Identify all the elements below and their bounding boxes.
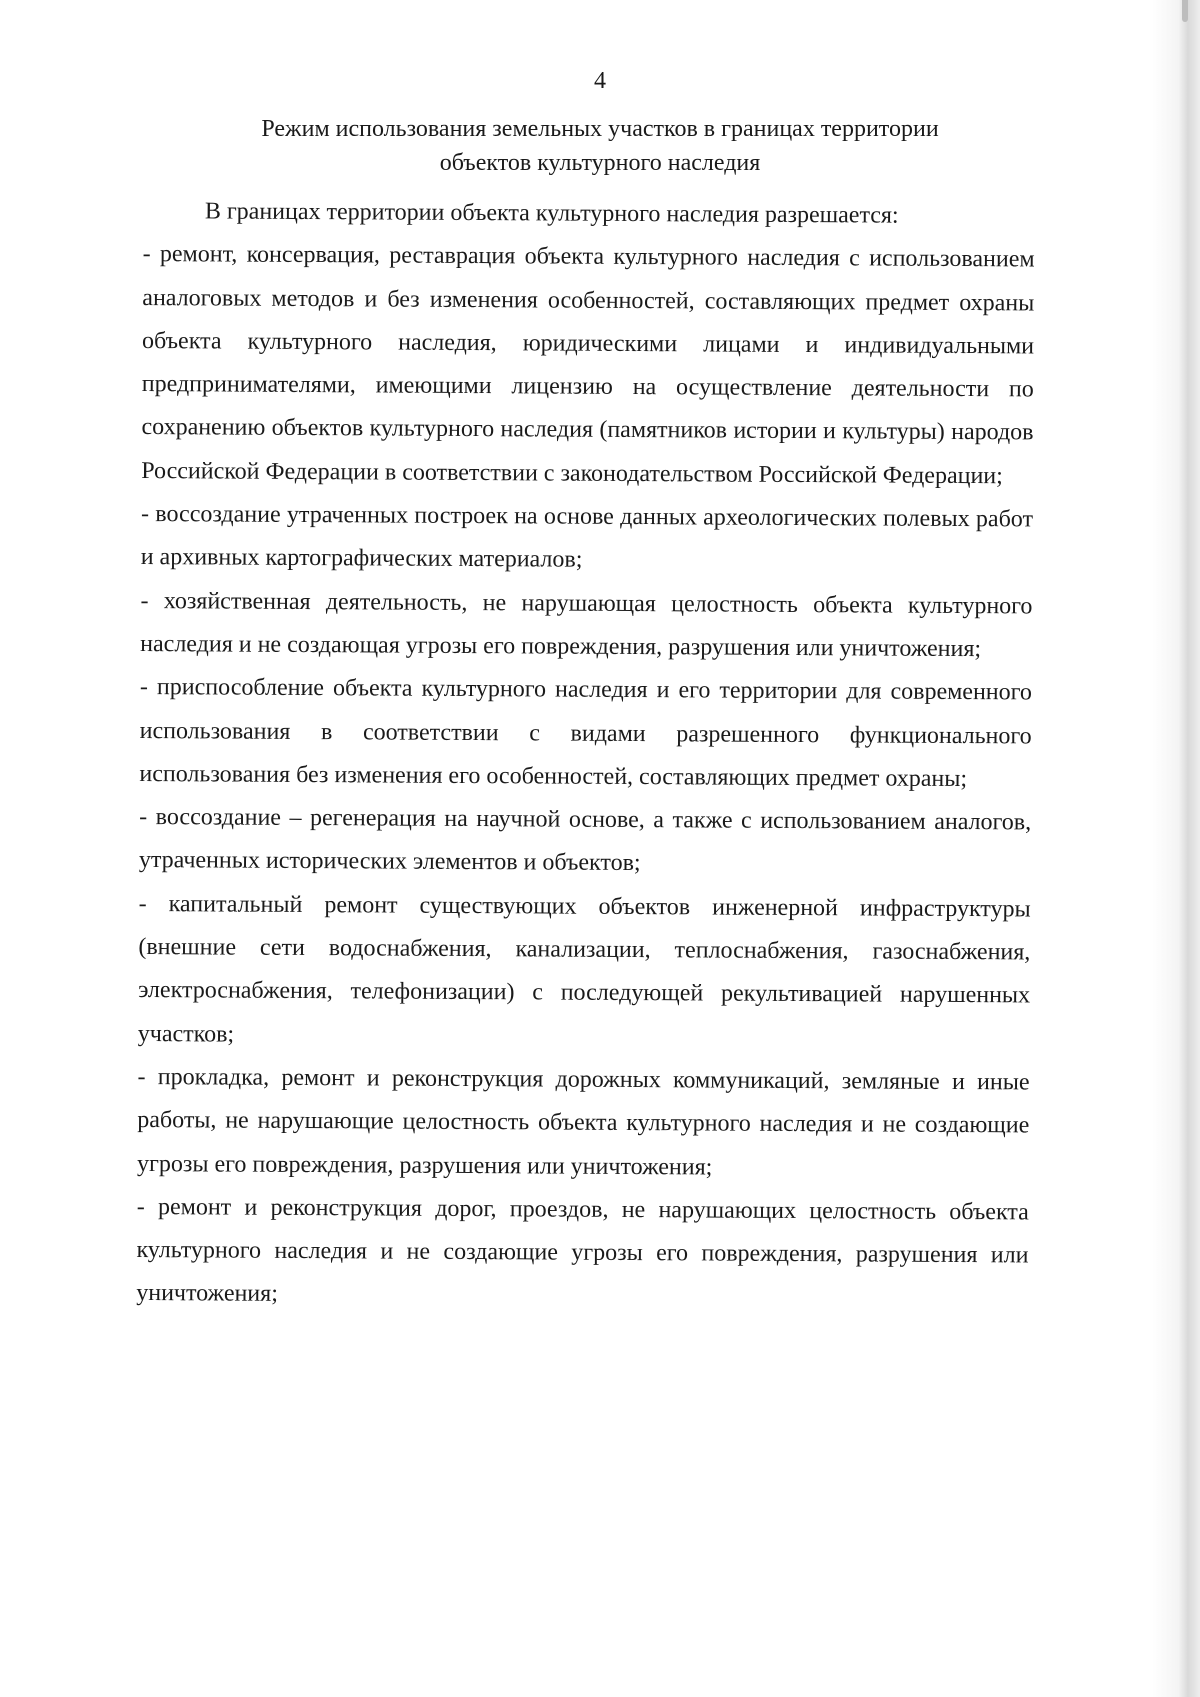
list-item: - ремонт, консервация, реставрация объекта культурного наследия с использованием аналоговых методов и без изменения особенностей, составляющих предмет охраны объекта культурного наследия, юридическими лицами и индивидуальными предпринимателями, имеющими лицензию на осуществление деятельности по сохранению объектов культурного наследия (памятников истории и культуры) народов Российской Федерации в соответствии с законодательством Российской Федерации; <box>141 241 1035 490</box>
section-heading <box>150 112 1050 180</box>
page-edge-scrollbar[interactable] <box>1152 0 1200 1697</box>
page-number: 4 <box>594 68 606 94</box>
list-item: - воссоздание утраченных построек на основе данных археологических полевых работ и архивных картографических материалов; <box>140 501 1034 574</box>
list-item: - хозяйственная деятельность, не нарушающая целостность объекта культурного наследия и не создающая угрозы его повреждения, разрушения или уничтожения; <box>140 587 1033 663</box>
list-item: - прокладка, ремонт и реконструкция дорожных коммуникаций, земляные и иные работы, не нарушающие целостность объекта культурного наследия и не создающие угрозы его повреждения, разрушения или уничтожения; <box>136 1063 1030 1181</box>
heading-line-2: объектов культурного наследия <box>439 150 761 176</box>
list-item: - ремонт и реконструкция дорог, проездов, не нарушающих целостность объекта культурного наследия и не создающие угрозы его повреждения, разрушения или уничтожения; <box>136 1193 1029 1308</box>
list-item: - капитальный ремонт существующих объектов инженерной инфраструктуры (внешние сети водоснабжения, канализации, теплоснабжения, газоснабжения, электроснабжения, телефонизации) с последующей рекультивацией нарушенных участков; <box>137 890 1031 1048</box>
scrollbar-thumb[interactable] <box>1182 0 1188 22</box>
intro-paragraph: В границах территории объекта культурного наследия разрешается: <box>204 198 899 229</box>
heading-line-1: Режим использования земельных участков в границах территории <box>261 116 939 142</box>
list-item: - приспособление объекта культурного наследия и его территории для современного использования в соответствии с видами разрешенного функционального использования без изменения его особенностей, составляющих предмет охраны; <box>139 674 1033 792</box>
document-body <box>136 190 1035 1321</box>
list-item: - воссоздание – регенерация на научной основе, а также с использованием аналогов, утраченных исторических элементов и объектов; <box>138 804 1032 877</box>
